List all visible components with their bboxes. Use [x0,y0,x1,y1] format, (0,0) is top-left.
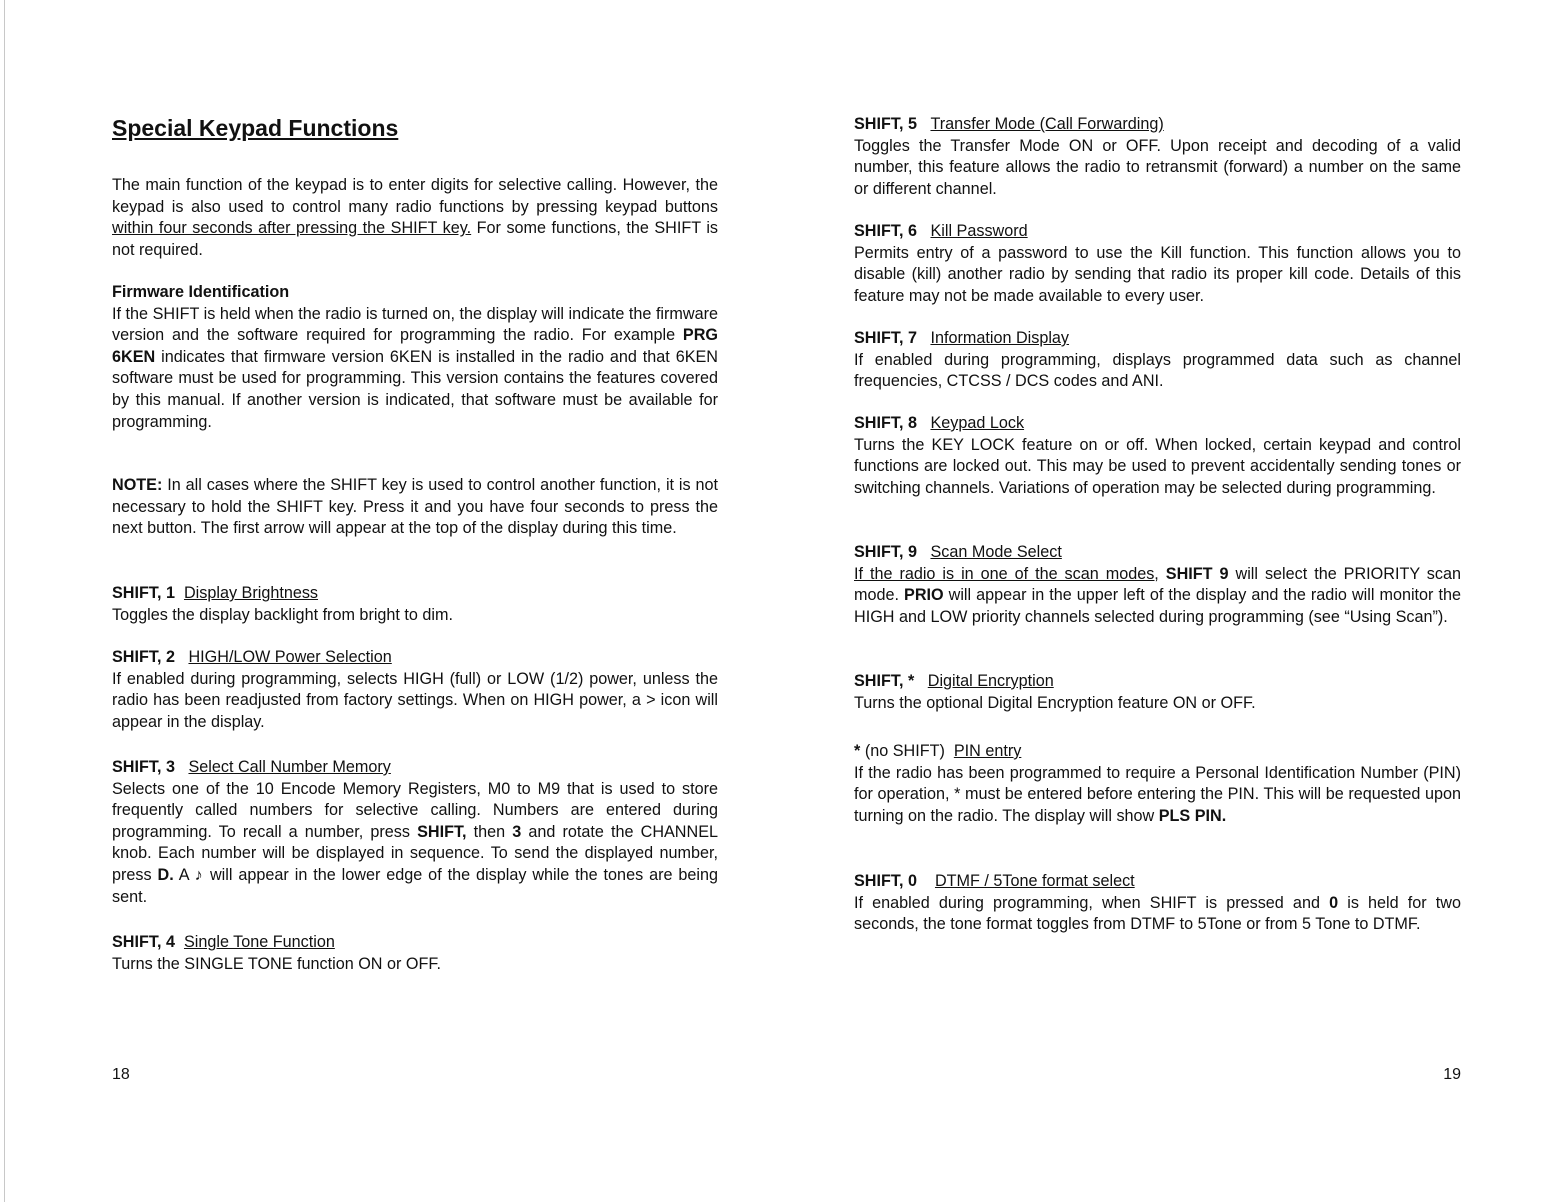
section-shift-5: SHIFT, 5 Transfer Mode (Call Forwarding) Toggles the Transfer Mode ON or OFF. Upon receipt and decoding of a valid number, this feature allows the radio to retransmit (forward) a number on the same or different channel. [854,115,1461,198]
section-shift-star: SHIFT, * Digital Encryption Turns the optional Digital Encryption feature ON or OFF. [854,672,1256,712]
section-shift-4: SHIFT, 4 Single Tone Function Turns the SINGLE TONE function ON or OFF. [112,933,441,973]
section-shift-8: SHIFT, 8 Keypad Lock Turns the KEY LOCK feature on or off. When locked, certain keypad and control functions are locked out. This may be used to prevent accidentally sending tones or switching channels. Variations of operation may be selected during programming. [854,414,1461,497]
section-shift-7: SHIFT, 7 Information Display If enabled during programming, displays programmed data such as channel frequencies, CTCSS / DCS codes and ANI. [854,329,1461,391]
firmware-section: Firmware Identification If the SHIFT is held when the radio is turned on, the display will indicate the firmware version and the software required for programming the radio. For example PRG 6KEN indicates that firmware version 6KEN is installed in the radio and that 6KEN software must be used for programming. This version contains the features covered by this manual. If another version is indicated, that software must be available for programming. [112,283,718,431]
section-shift-6: SHIFT, 6 Kill Password Permits entry of a password to use the Kill function. This function allows you to disable (kill) another radio by sending that radio its proper kill code. Details of this feature may not be made available to every user. [854,222,1461,305]
intro-paragraph: The main function of the keypad is to enter digits for selective calling. However, the keypad is also used to control many radio functions by pressing keypad buttons within four seconds after pressing the SHIFT key. For some functions, the SHIFT is not required. [112,176,719,259]
page-title: Special Keypad Functions [112,115,399,141]
page-number-right: 19 [1443,1066,1461,1083]
section-shift-2: SHIFT, 2 HIGH/LOW Power Selection If enabled during programming, selects HIGH (full) or LOW (1/2) power, unless the radio has been readjusted from factory settings. When on HIGH power, a > icon will appear in the display. [112,648,718,731]
section-pin-entry: * (no SHIFT) PIN entry If the radio has been programmed to require a Personal Identification Number (PIN) for operation, * must be entered before entering the PIN. This will be requested upon turning on the radio. The display will show PLS PIN. [854,742,1461,825]
section-shift-1: SHIFT, 1 Display Brightness Toggles the display backlight from bright to dim. [112,584,454,624]
tone-note-icon: ♪ [194,865,205,884]
firmware-heading: Firmware Identification [112,283,290,301]
section-shift-9: SHIFT, 9 Scan Mode Select If the radio is in one of the scan modes, SHIFT 9 will select the PRIORITY scan mode. PRIO will appear in the upper left of the display and the radio will monitor the HIGH and LOW priority channels selected during programming (see “Using Scan”). [854,543,1462,626]
section-shift-3: SHIFT, 3 Select Call Number Memory Selects one of the 10 Encode Memory Registers, M0 to M9 that is used to store frequently called numbers for selective calling. Numbers are entered during programming. To recall a number, press SHIFT, then 3 and rotate the CHANNEL knob. Each number will be displayed in sequence. To send the displayed number, press D. A ♪ will appear in the lower edge of the display while the tones are being sent. [112,758,718,906]
page-number-left: 18 [112,1066,130,1083]
note-paragraph: NOTE: In all cases where the SHIFT key is used to control another function, it is not necessary to hold the SHIFT key. Press it and you have four seconds to press the next button. The first arrow will appear at the top of the display during this time. [112,476,718,538]
binding-edge-line [4,0,5,1202]
section-shift-0: SHIFT, 0 DTMF / 5Tone format select If enabled during programming, when SHIFT is pressed and 0 is held for two seconds, the tone format toggles from DTMF to 5Tone or from 5 Tone to DTMF. [854,872,1461,934]
